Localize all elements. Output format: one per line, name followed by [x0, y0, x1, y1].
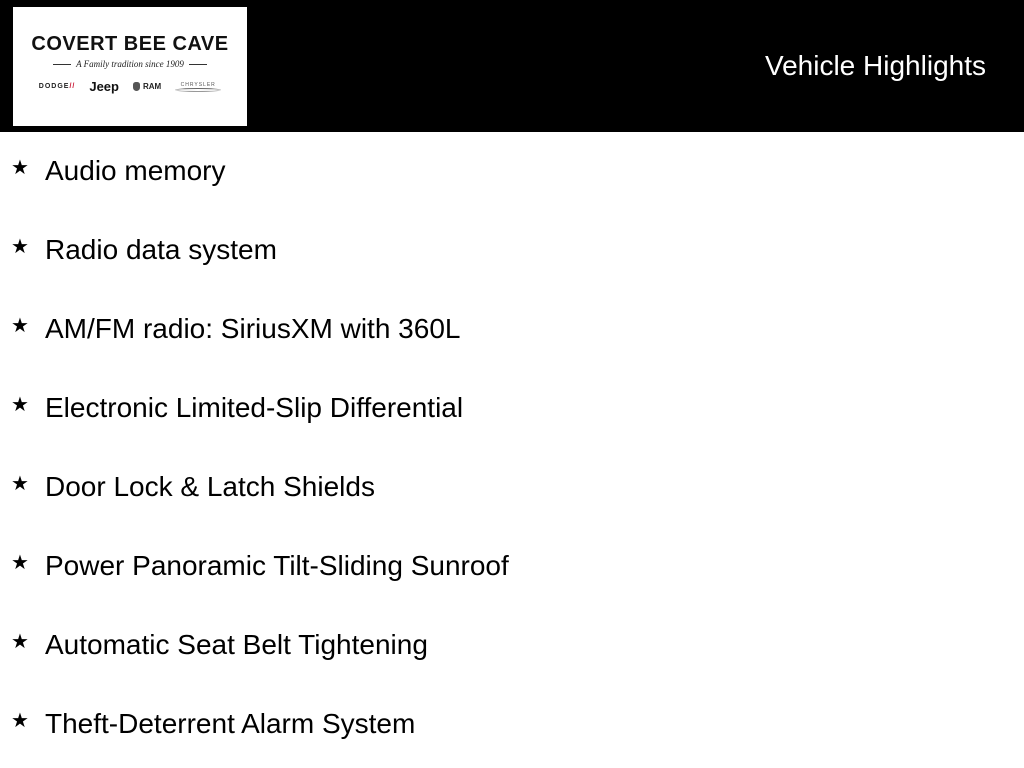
list-item — [0, 527, 1024, 606]
feature-label: Theft-Deterrent Alarm System — [45, 708, 416, 739]
logo-brand-row — [39, 79, 221, 94]
list-item — [0, 685, 1024, 764]
list-item — [0, 448, 1024, 527]
star-icon: ★ — [11, 313, 29, 337]
feature-label: Power Panoramic Tilt-Sliding Sunroof — [45, 550, 509, 581]
jeep-logo: Jeep — [89, 79, 119, 94]
dodge-logo: DODGE// — [38, 83, 76, 90]
ram-head-icon — [133, 82, 140, 91]
chrysler-logo: CHRYSLER — [175, 82, 221, 92]
header-bar — [0, 0, 1024, 132]
chrysler-wing-icon — [175, 88, 221, 92]
feature-label: Electronic Limited-Slip Differential — [45, 392, 464, 423]
star-icon: ★ — [11, 629, 29, 653]
logo-rule-left — [53, 64, 71, 65]
feature-label: Automatic Seat Belt Tightening — [45, 629, 428, 660]
page-title: Vehicle Highlights — [764, 50, 986, 81]
logo-tagline-row — [53, 59, 207, 69]
star-icon: ★ — [11, 471, 29, 495]
star-icon: ★ — [11, 155, 29, 179]
dealer-logo — [13, 7, 247, 126]
list-item — [0, 369, 1024, 448]
feature-label: Audio memory — [45, 155, 226, 186]
feature-label: Radio data system — [45, 234, 277, 265]
logo-rule-right — [189, 64, 207, 65]
list-item — [0, 211, 1024, 290]
logo-tagline: A Family tradition since 1909 — [76, 59, 184, 69]
list-item — [0, 290, 1024, 369]
star-icon: ★ — [11, 550, 29, 574]
logo-dealer-name: COVERT BEE CAVE — [31, 33, 229, 55]
star-icon: ★ — [11, 392, 29, 416]
star-icon: ★ — [11, 234, 29, 258]
list-item — [0, 606, 1024, 685]
star-icon: ★ — [11, 708, 29, 732]
list-item — [0, 132, 1024, 211]
feature-label: AM/FM radio: SiriusXM with 360L — [45, 313, 461, 344]
ram-logo: RAM — [133, 82, 161, 91]
feature-label: Door Lock & Latch Shields — [45, 471, 375, 502]
